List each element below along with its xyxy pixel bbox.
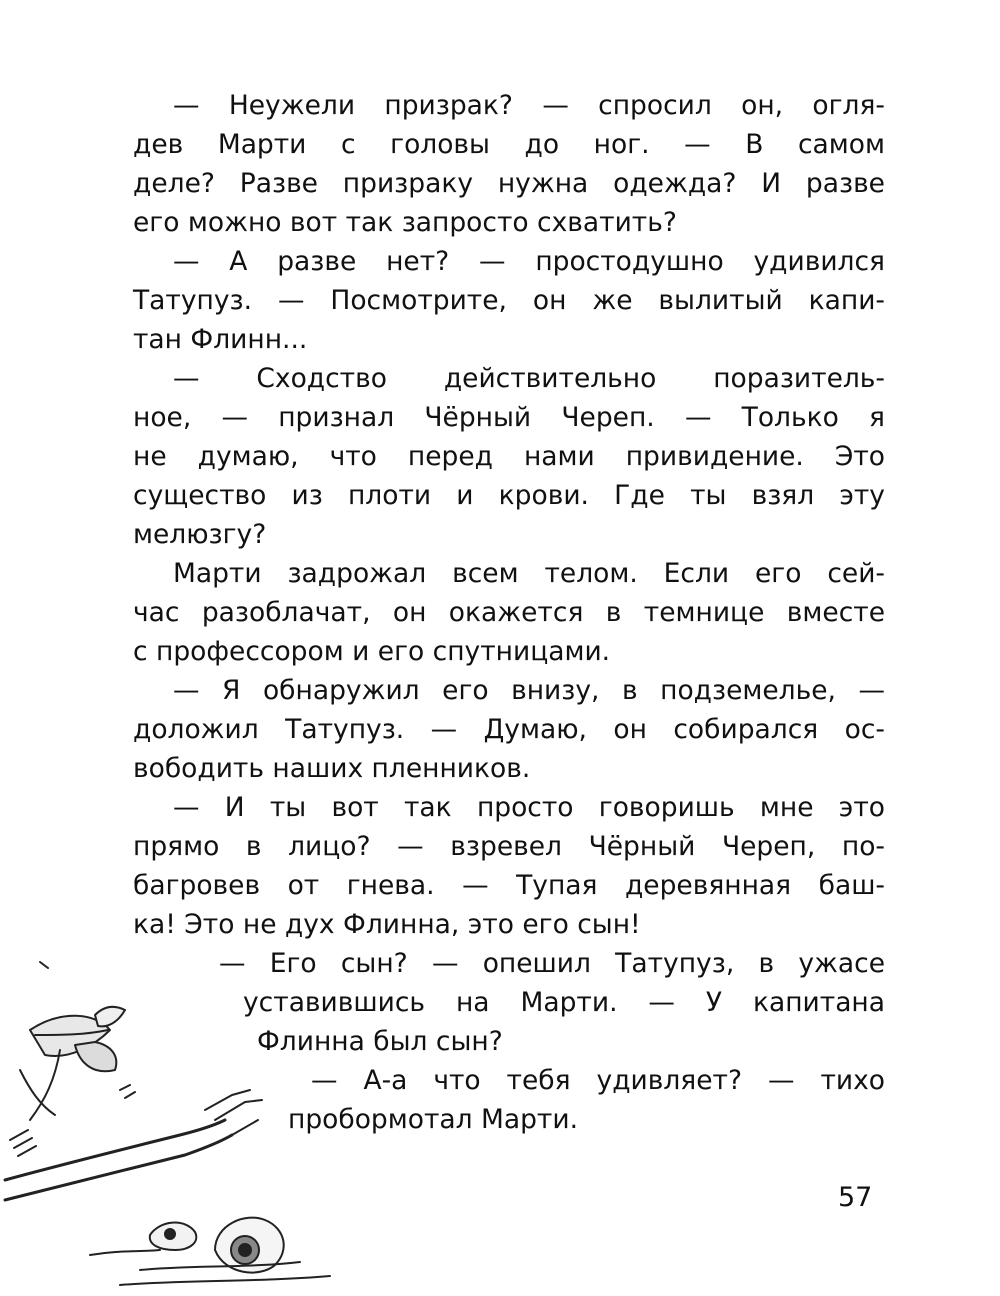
text-line: уставившись на Марти. — У капитана <box>243 987 885 1018</box>
text-line: — И ты вот так просто говоришь мне это <box>173 792 885 823</box>
text-line: деле? Разве призраку нужна одежда? И разве <box>133 168 885 199</box>
text-line: — Неужели призрак? — спросил он, огля- <box>173 90 885 121</box>
text-line: — А разве нет? — простодушно удивился <box>173 246 885 277</box>
text-line: — А-а что тебя удивляет? — тихо <box>311 1065 885 1096</box>
text-line: Татупуз. — Посмотрите, он же вылитый капи- <box>133 285 885 316</box>
text-line: пробормотал Марти. <box>288 1104 578 1135</box>
text-line: его можно вот так запросто схватить? <box>133 207 677 238</box>
text-line: час разоблачат, он окажется в темнице вместе <box>133 597 885 628</box>
text-line: существо из плоти и крови. Где ты взял эту <box>133 480 885 511</box>
text-line: ное, — признал Чёрный Череп. — Только я <box>133 402 885 433</box>
plant-and-creature-illustration-icon <box>0 950 340 1296</box>
text-line: не думаю, что перед нами привидение. Это <box>133 441 885 472</box>
text-line: ка! Это не дух Флинна, это его сын! <box>133 909 641 940</box>
text-line: дев Марти с головы до ног. — В самом <box>133 129 885 160</box>
text-line: Флинна был сын? <box>257 1026 503 1057</box>
text-line: — Я обнаружил его внизу, в подземелье, — <box>173 675 885 706</box>
text-line: мелюзгу? <box>133 519 267 550</box>
text-line: доложил Татупуз. — Думаю, он собирался ос- <box>133 714 885 745</box>
text-line: вободить наших пленников. <box>133 753 531 784</box>
text-line: — Его сын? — опешил Татупуз, в ужасе <box>219 948 885 979</box>
text-line: с профессором и его спутницами. <box>133 636 611 667</box>
text-line: — Сходство действительно поразитель- <box>173 363 885 394</box>
text-line: Марти задрожал всем телом. Если его сей- <box>173 558 885 589</box>
text-line: тан Флинн... <box>133 324 308 355</box>
page-number: 57 <box>838 1182 873 1213</box>
text-line: багровев от гнева. — Тупая деревянная баш- <box>133 870 885 901</box>
text-line: прямо в лицо? — взревел Чёрный Череп, по- <box>133 831 885 862</box>
